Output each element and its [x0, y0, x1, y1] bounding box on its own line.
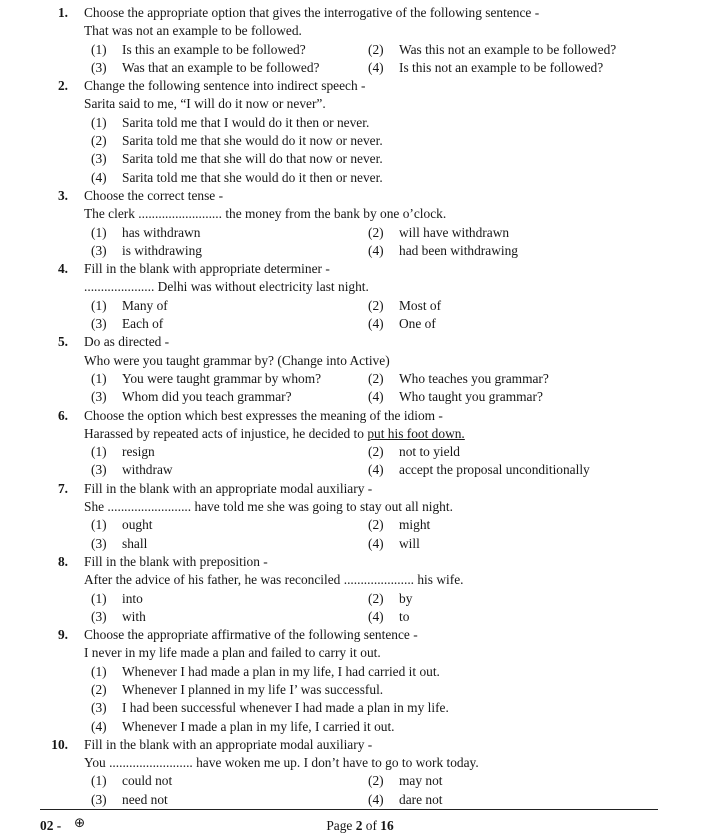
- answer-option-4[interactable]: [368, 59, 603, 77]
- question-8: [0, 553, 720, 626]
- option-number: (4): [368, 791, 384, 807]
- option-row: [91, 590, 720, 608]
- answer-option-3[interactable]: [91, 388, 368, 406]
- question-10: [0, 736, 720, 809]
- option-row: [91, 388, 720, 406]
- question-instruction: Fill in the blank with appropriate determiner -: [84, 261, 330, 277]
- underlined-idiom: put his foot down.: [367, 425, 465, 441]
- question-sentence: She ......................... have told me she was going to stay out all night.: [84, 499, 453, 515]
- option-number: (3): [91, 791, 107, 807]
- answer-option-2[interactable]: [368, 516, 430, 534]
- question-1: [0, 4, 720, 77]
- option-text: not to yield: [399, 444, 460, 460]
- answer-option-2[interactable]: [368, 370, 549, 388]
- option-text: Whenever I had made a plan in my life, I had carried it out.: [122, 663, 440, 679]
- option-number: (1): [91, 224, 107, 240]
- answer-option-3[interactable]: [91, 791, 368, 809]
- question-9: [0, 626, 720, 736]
- option-text: I had been successful whenever I had made a plan in my life.: [122, 700, 449, 716]
- option-number: (4): [368, 462, 384, 478]
- answer-option-4[interactable]: [368, 388, 543, 406]
- question-sentence: After the advice of his father, he was reconciled ..................... his wife.: [84, 572, 464, 588]
- answer-option-4[interactable]: [368, 791, 443, 809]
- question-sentence: Sarita said to me, “I will do it now or never”.: [84, 96, 326, 112]
- option-text: You were taught grammar by whom?: [122, 370, 322, 386]
- option-number: (2): [368, 773, 384, 789]
- question-number: 4.: [57, 261, 68, 277]
- answer-option-4[interactable]: [91, 169, 720, 187]
- registration-mark-icon: ⊕: [74, 816, 86, 831]
- option-number: (2): [91, 681, 107, 697]
- answer-option-3[interactable]: [91, 608, 368, 626]
- option-text: need not: [122, 791, 168, 807]
- answer-option-4[interactable]: [368, 315, 436, 333]
- question-sentence: ..................... Delhi was without electricity last night.: [84, 279, 369, 295]
- option-text: had been withdrawing: [399, 242, 518, 258]
- question-6: [0, 407, 720, 480]
- answer-option-3[interactable]: [91, 315, 368, 333]
- answer-option-4[interactable]: [368, 461, 590, 479]
- option-row: [91, 516, 720, 534]
- option-row: [91, 608, 720, 626]
- answer-option-1[interactable]: [91, 443, 368, 461]
- option-text: may not: [399, 773, 443, 789]
- option-text: Is this an example to be followed?: [122, 41, 306, 57]
- option-number: (1): [91, 444, 107, 460]
- question-2: [0, 77, 720, 187]
- option-text: dare not: [399, 791, 443, 807]
- answer-option-4[interactable]: [368, 242, 518, 260]
- answer-option-2[interactable]: [91, 132, 720, 150]
- option-number: (1): [91, 663, 107, 679]
- option-number: (3): [91, 316, 107, 332]
- option-number: (4): [368, 608, 384, 624]
- option-number: (3): [91, 242, 107, 258]
- answer-option-2[interactable]: [368, 224, 509, 242]
- option-number: (1): [91, 41, 107, 57]
- footer-divider: [40, 809, 658, 810]
- question-sentence: The clerk ......................... the money from the bank by one o’clock.: [84, 206, 447, 222]
- answer-options: [84, 516, 720, 553]
- answer-option-3[interactable]: [91, 699, 720, 717]
- option-text: accept the proposal unconditionally: [399, 462, 590, 478]
- question-5: [0, 333, 720, 406]
- option-number: (3): [91, 535, 107, 551]
- question-number: 7.: [57, 480, 68, 496]
- question-number: 5.: [57, 334, 68, 350]
- option-number: (3): [91, 462, 107, 478]
- option-text: resign: [122, 444, 155, 460]
- question-instruction: Fill in the blank with preposition -: [84, 553, 268, 569]
- answer-option-2[interactable]: [368, 443, 460, 461]
- option-text: Each of: [122, 316, 164, 332]
- option-text: Sarita told me that she will do that now or never.: [122, 151, 383, 167]
- option-row: [91, 59, 720, 77]
- option-text: Sarita told me that I would do it then or never.: [122, 114, 370, 130]
- option-text: Was this not an example to be followed?: [399, 41, 617, 57]
- option-number: (4): [368, 535, 384, 551]
- question-sentence: You ......................... have woken me up. I don’t have to go to work today.: [84, 755, 479, 771]
- answer-option-3[interactable]: [91, 150, 720, 168]
- question-3: [0, 187, 720, 260]
- option-text: is withdrawing: [122, 242, 202, 258]
- answer-option-3[interactable]: [91, 59, 368, 77]
- option-number: (3): [91, 151, 107, 167]
- option-text: Who teaches you grammar?: [399, 370, 549, 386]
- option-number: (4): [91, 169, 107, 185]
- question-sentence: That was not an example to be followed.: [84, 23, 302, 39]
- question-instruction: Fill in the blank with an appropriate modal auxiliary -: [84, 480, 373, 496]
- option-number: (1): [91, 114, 107, 130]
- option-number: (4): [368, 242, 384, 258]
- option-text: Sarita told me that she would do it then or never.: [122, 169, 383, 185]
- sentence-text: Harassed by repeated acts of injustice, he decided to: [84, 425, 368, 441]
- option-text: Many of: [122, 297, 168, 313]
- option-number: (2): [91, 133, 107, 149]
- option-number: (2): [368, 41, 384, 57]
- option-number: (3): [91, 700, 107, 716]
- answer-options: [84, 114, 720, 187]
- option-text: Is this not an example to be followed?: [399, 59, 604, 75]
- option-number: (3): [91, 608, 107, 624]
- option-row: [91, 461, 720, 479]
- option-number: (2): [368, 370, 384, 386]
- option-text: could not: [122, 773, 173, 789]
- option-number: (2): [368, 517, 384, 533]
- question-number: 8.: [57, 553, 68, 569]
- answer-options: [84, 41, 720, 78]
- question-instruction: Choose the appropriate affirmative of the following sentence -: [84, 627, 418, 643]
- question-7: [0, 480, 720, 553]
- question-number: 3.: [57, 187, 68, 203]
- question-sentence: I never in my life made a plan and failed to carry it out.: [84, 645, 381, 661]
- option-row: [91, 41, 720, 59]
- answer-option-2[interactable]: [368, 41, 616, 59]
- question-number: 6.: [57, 407, 68, 423]
- option-text: shall: [122, 535, 148, 551]
- option-text: Whom did you teach grammar?: [122, 389, 292, 405]
- option-number: (1): [91, 517, 107, 533]
- question-instruction: Choose the option which best expresses the meaning of the idiom -: [84, 407, 443, 423]
- answer-option-1[interactable]: [91, 590, 368, 608]
- option-text: to: [399, 608, 410, 624]
- option-row: [91, 297, 720, 315]
- option-text: will have withdrawn: [399, 224, 510, 240]
- option-row: [91, 772, 720, 790]
- option-text: with: [122, 608, 146, 624]
- question-4: [0, 260, 720, 333]
- answer-option-4[interactable]: [368, 608, 409, 626]
- option-text: Sarita told me that she would do it now or never.: [122, 133, 383, 149]
- answer-option-4[interactable]: [368, 535, 420, 553]
- answer-option-1[interactable]: [91, 41, 368, 59]
- answer-options: [84, 224, 720, 261]
- answer-option-2[interactable]: [368, 590, 412, 608]
- option-number: (2): [368, 224, 384, 240]
- answer-option-1[interactable]: [91, 114, 720, 132]
- question-number: 1.: [57, 5, 68, 20]
- question-number: 9.: [57, 627, 68, 643]
- answer-option-3[interactable]: [91, 535, 368, 553]
- option-number: (3): [91, 59, 107, 75]
- option-row: [91, 791, 720, 809]
- option-text: Whenever I planned in my life I’ was successful.: [122, 681, 384, 697]
- option-row: [91, 443, 720, 461]
- option-text: will: [399, 535, 420, 551]
- option-number: (2): [368, 297, 384, 313]
- answer-option-1[interactable]: [91, 772, 368, 790]
- answer-option-2[interactable]: [368, 772, 443, 790]
- answer-options: [84, 590, 720, 627]
- option-number: (4): [91, 718, 107, 734]
- answer-option-2[interactable]: [368, 297, 441, 315]
- paper-code: 02 -: [40, 818, 62, 833]
- option-number: (2): [368, 590, 384, 606]
- answer-options: [84, 297, 720, 334]
- option-text: might: [399, 517, 431, 533]
- question-sentence: [84, 425, 720, 443]
- answer-options: [84, 370, 720, 407]
- question-instruction: Choose the correct tense -: [84, 187, 224, 203]
- option-row: [91, 315, 720, 333]
- answer-option-1[interactable]: [91, 370, 368, 388]
- option-text: ought: [122, 517, 153, 533]
- answer-options: [84, 663, 720, 736]
- option-row: [91, 370, 720, 388]
- answer-options: [84, 772, 720, 809]
- question-instruction: Change the following sentence into indirect speech -: [84, 78, 366, 94]
- answer-options: [84, 443, 720, 480]
- question-number: 10.: [51, 736, 68, 752]
- option-row: [91, 535, 720, 553]
- question-instruction: Choose the appropriate option that gives the interrogative of the following sentence -: [84, 5, 540, 20]
- option-number: (1): [91, 590, 107, 606]
- option-text: into: [122, 590, 143, 606]
- answer-option-2[interactable]: [91, 681, 720, 699]
- option-text: by: [399, 590, 413, 606]
- option-text: Most of: [399, 297, 442, 313]
- question-sentence: Who were you taught grammar by? (Change into Active): [84, 352, 390, 368]
- option-text: withdraw: [122, 462, 173, 478]
- question-instruction: Fill in the blank with an appropriate modal auxiliary -: [84, 736, 373, 752]
- option-row: [91, 224, 720, 242]
- question-sheet: [0, 4, 720, 809]
- answer-option-1[interactable]: [91, 297, 368, 315]
- option-number: (3): [91, 389, 107, 405]
- option-number: (2): [368, 444, 384, 460]
- page-number: Page 2 of 16: [326, 818, 394, 833]
- option-number: (4): [368, 389, 384, 405]
- answer-option-1[interactable]: [91, 224, 368, 242]
- option-text: Was that an example to be followed?: [122, 59, 320, 75]
- option-text: Who taught you grammar?: [399, 389, 543, 405]
- question-number: 2.: [57, 78, 68, 94]
- option-number: (4): [368, 59, 384, 75]
- option-text: has withdrawn: [122, 224, 201, 240]
- option-number: (1): [91, 297, 107, 313]
- option-number: (4): [368, 316, 384, 332]
- option-text: Whenever I made a plan in my life, I carried it out.: [122, 718, 395, 734]
- answer-option-1[interactable]: [91, 516, 368, 534]
- option-number: (1): [91, 773, 107, 789]
- answer-option-3[interactable]: [91, 461, 368, 479]
- option-number: (1): [91, 370, 107, 386]
- answer-option-4[interactable]: [91, 718, 720, 736]
- answer-option-1[interactable]: [91, 663, 720, 681]
- answer-option-3[interactable]: [91, 242, 368, 260]
- question-instruction: Do as directed -: [84, 334, 170, 350]
- option-row: [91, 242, 720, 260]
- option-text: One of: [399, 316, 436, 332]
